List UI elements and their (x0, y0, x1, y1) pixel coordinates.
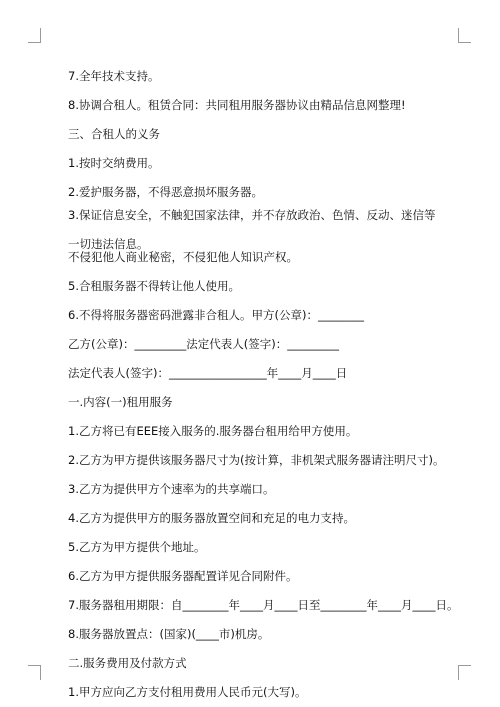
paragraph-line: 3.保证信息安全，不触犯国家法律，并不存放政治、色情、反动、迷信等一切违法信息。 (68, 208, 436, 251)
paragraph-line: 2.爱护服务器，不得恶意损坏服务器。 (68, 185, 263, 199)
paragraph-line: 3.乙方为提供甲方个速率为的共享端口。 (68, 482, 275, 496)
signature-line: 乙方(公章)：_________法定代表人(签字)：_________ (68, 337, 339, 351)
crop-mark-top-right (458, 28, 471, 43)
paragraph-line: 7.服务器租用期限：自________年____月____日至________年____月____日。 (68, 598, 459, 612)
signature-line: 法定代表人(签字)：_________________年____月____日 (68, 366, 348, 380)
paragraph-line: 1.甲方应向乙方支付租用费用人民币元(大写)。 (68, 685, 307, 699)
paragraph-line: 6.乙方为甲方提供服务器配置详见合同附件。 (68, 569, 298, 583)
paragraph-line: 7.全年技术支持。 (68, 69, 160, 83)
paragraph-line: 8.协调合租人。租赁合同：共同租用服务器协议由精品信息网整理! (68, 98, 406, 112)
paragraph-line: 1.按时交纳费用。 (68, 156, 160, 170)
section-heading: 一.内容(一)租用服务 (68, 395, 173, 409)
section-heading: 二.服务费用及付款方式 (68, 656, 187, 670)
paragraph-line: 6.不得将服务器密码泄露非合租人。甲方(公章)：________ (68, 308, 364, 322)
crop-mark-bottom-left (28, 665, 41, 680)
paragraph-line: 8.服务器放置点：(国家)(____市)机房。 (68, 627, 270, 641)
crop-mark-bottom-right (458, 665, 471, 680)
section-heading: 三、合租人的义务 (68, 127, 160, 141)
paragraph-line: 5.合租服务器不得转让他人使用。 (68, 279, 240, 293)
paragraph-line: 4.乙方为提供甲方的服务器放置空间和充足的电力支持。 (68, 511, 355, 525)
paragraph-line: 2.乙方为甲方提供该服务器尺寸为(按计算，非机架式服务器请注明尺寸)。 (68, 453, 445, 467)
crop-mark-top-left (28, 28, 41, 43)
paragraph-line: 不侵犯他人商业秘密，不侵犯他人知识产权。 (68, 250, 298, 264)
paragraph-line: 1.乙方将已有EEE接入服务的.服务器台租用给甲方使用。 (68, 424, 358, 438)
paragraph-line: 5.乙方为甲方提供个地址。 (68, 540, 206, 554)
